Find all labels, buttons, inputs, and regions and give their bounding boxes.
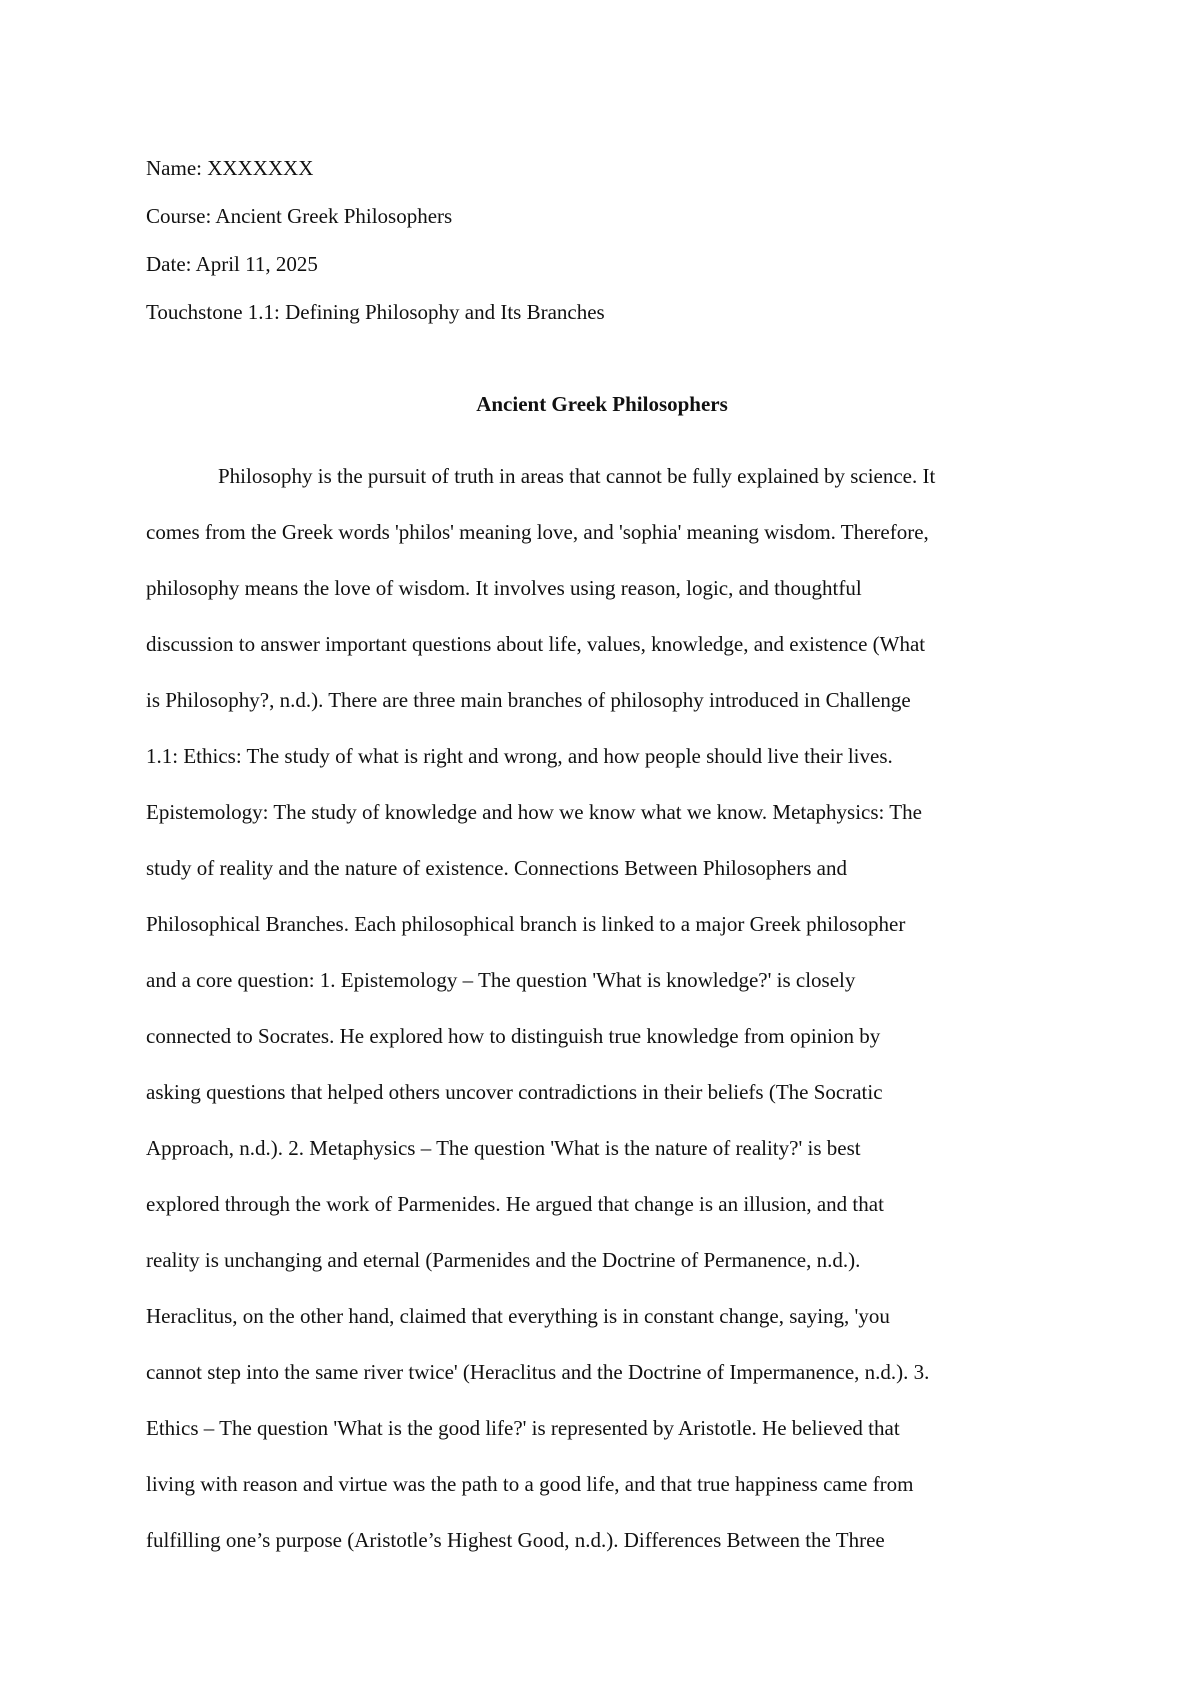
body-line: fulfilling one’s purpose (Aristotle’s Highest Good, n.d.). Differences Between the Three (146, 1528, 885, 1552)
body-line: is Philosophy?, n.d.). There are three main branches of philosophy introduced in Challenge (146, 688, 911, 712)
body-line: living with reason and virtue was the path to a good life, and that true happiness came from (146, 1472, 914, 1496)
body-line: Heraclitus, on the other hand, claimed that everything is in constant change, saying, 'you (146, 1304, 890, 1328)
body-line: Philosophical Branches. Each philosophical branch is linked to a major Greek philosopher (146, 912, 906, 936)
body-line: Epistemology: The study of knowledge and how we know what we know. Metaphysics: The (146, 800, 922, 824)
body-line: reality is unchanging and eternal (Parmenides and the Doctrine of Permanence, n.d.). (146, 1248, 861, 1272)
assignment-title: Touchstone 1.1: Defining Philosophy and Its Branches (146, 300, 605, 324)
submission-date: Date: April 11, 2025 (146, 252, 318, 276)
body-line: Ethics – The question 'What is the good life?' is represented by Aristotle. He believed that (146, 1416, 900, 1440)
body-line: discussion to answer important questions about life, values, knowledge, and existence (What (146, 632, 926, 656)
body-line: Philosophy is the pursuit of truth in areas that cannot be fully explained by science. It (218, 464, 936, 488)
body-line: explored through the work of Parmenides. He argued that change is an illusion, and that (146, 1192, 884, 1216)
student-name: Name: XXXXXXX (146, 156, 314, 180)
course-name: Course: Ancient Greek Philosophers (146, 204, 453, 228)
body-paragraph (146, 448, 1066, 1568)
body-line: philosophy means the love of wisdom. It involves using reason, logic, and thoughtful (146, 576, 862, 600)
header-block (146, 144, 1066, 336)
body-line: comes from the Greek words 'philos' meaning love, and 'sophia' meaning wisdom. Therefore, (146, 520, 929, 544)
body-line: connected to Socrates. He explored how to distinguish true knowledge from opinion by (146, 1024, 881, 1048)
body-line: and a core question: 1. Epistemology – The question 'What is knowledge?' is closely (146, 968, 856, 992)
body-line: cannot step into the same river twice' (Heraclitus and the Doctrine of Impermanence, n.d.). 3. (146, 1360, 930, 1384)
body-line: study of reality and the nature of existence. Connections Between Philosophers and (146, 856, 847, 880)
body-line: 1.1: Ethics: The study of what is right and wrong, and how people should live their lives. (146, 744, 893, 768)
document-title: Ancient Greek Philosophers (476, 392, 728, 416)
body-line: asking questions that helped others uncover contradictions in their beliefs (The Socratic (146, 1080, 883, 1104)
body-line: Approach, n.d.). 2. Metaphysics – The question 'What is the nature of reality?' is best (146, 1136, 861, 1160)
